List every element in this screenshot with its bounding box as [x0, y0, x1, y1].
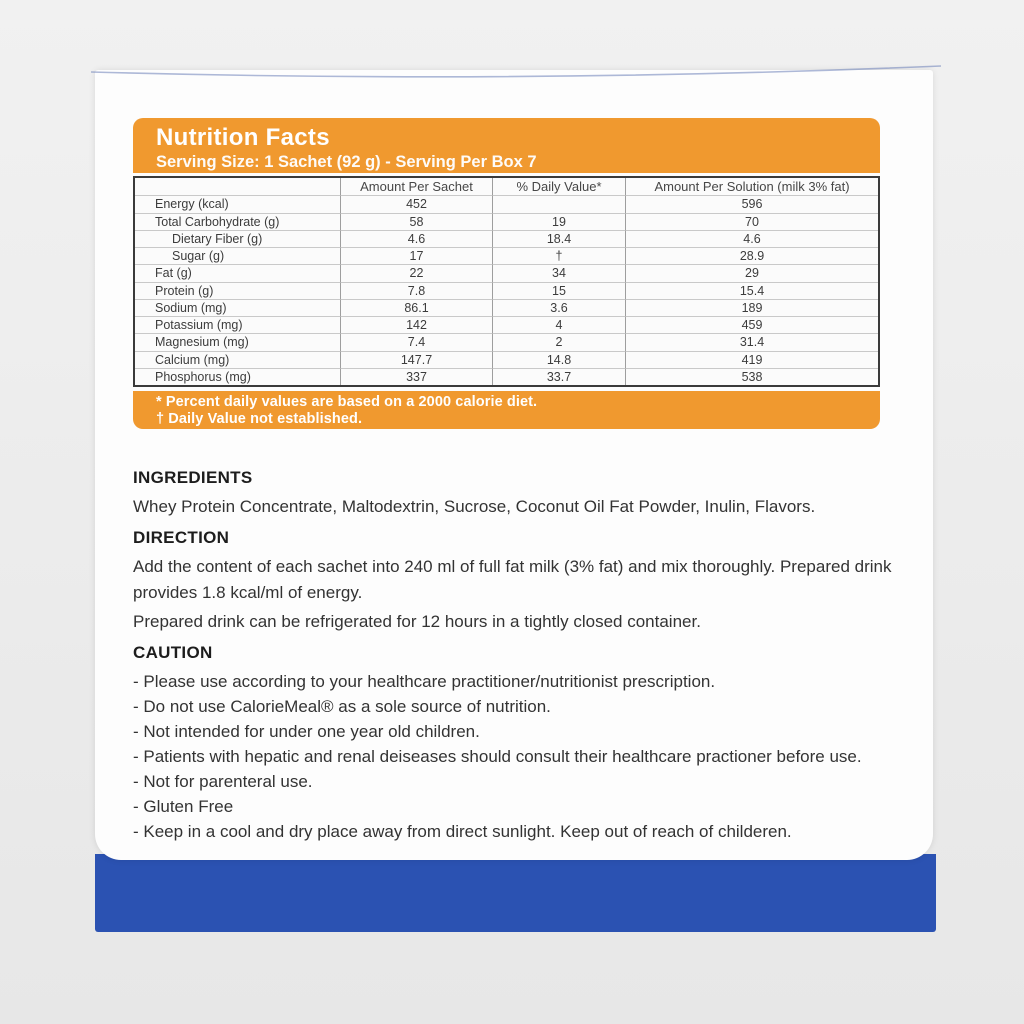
- product-box: [95, 70, 933, 860]
- value-per-sachet: 142: [340, 316, 492, 333]
- row-label: Phosphorus (mg): [135, 368, 340, 385]
- value-per-sachet: 4.6: [340, 230, 492, 247]
- row-label: Sodium (mg): [135, 299, 340, 316]
- row-label: Potassium (mg): [135, 316, 340, 333]
- caution-item: - Please use according to your healthcare practitioner/nutritionist prescription.: [133, 672, 716, 691]
- row-label: Calcium (mg): [135, 351, 340, 368]
- ingredients-heading: INGREDIENTS: [133, 468, 253, 487]
- caution-list: [133, 669, 911, 844]
- value-per-sachet: 7.4: [340, 333, 492, 350]
- footnote-asterisk: * Percent daily values are based on a 2000 calorie diet.: [156, 394, 538, 410]
- value-per-sachet: 17: [340, 247, 492, 264]
- value-per-solution: 70: [625, 213, 878, 230]
- value-daily-percent: 19: [492, 213, 625, 230]
- caution-item: - Gluten Free: [133, 797, 234, 816]
- value-per-sachet: 147.7: [340, 351, 492, 368]
- caution-item: - Not intended for under one year old children.: [133, 722, 480, 741]
- value-per-solution: 189: [625, 299, 878, 316]
- value-daily-percent: 18.4: [492, 230, 625, 247]
- value-per-solution: 31.4: [625, 333, 878, 350]
- row-label: Sugar (g): [135, 247, 340, 264]
- value-per-solution: 419: [625, 351, 878, 368]
- caution-heading: CAUTION: [133, 643, 213, 662]
- footnote-dagger: † Daily Value not established.: [156, 411, 363, 427]
- value-per-sachet: 452: [340, 195, 492, 212]
- direction-text-2: Prepared drink can be refrigerated for 12 hours in a tightly closed container.: [133, 612, 701, 631]
- value-daily-percent: 2: [492, 333, 625, 350]
- row-label: Total Carbohydrate (g): [135, 213, 340, 230]
- direction-heading: DIRECTION: [133, 528, 230, 547]
- value-daily-percent: 4: [492, 316, 625, 333]
- serving-size-line: Serving Size: 1 Sachet (92 g) - Serving Per Box 7: [156, 153, 537, 171]
- column-header: [135, 178, 340, 195]
- value-per-sachet: 7.8: [340, 282, 492, 299]
- value-per-solution: 4.6: [625, 230, 878, 247]
- caution-item: - Keep in a cool and dry place away from direct sunlight. Keep out of reach of childeren.: [133, 822, 792, 841]
- value-daily-percent: 34: [492, 264, 625, 281]
- value-daily-percent: 15: [492, 282, 625, 299]
- footnote-band: [133, 391, 880, 429]
- row-label: Protein (g): [135, 282, 340, 299]
- value-per-solution: 15.4: [625, 282, 878, 299]
- value-daily-percent: [492, 195, 625, 212]
- value-per-sachet: 58: [340, 213, 492, 230]
- box-top-edge-line: [87, 58, 945, 82]
- caution-item: - Not for parenteral use.: [133, 772, 313, 791]
- caution-item: - Do not use CalorieMeal® as a sole source of nutrition.: [133, 697, 551, 716]
- nutrition-panel-header: [133, 118, 880, 173]
- value-per-solution: 538: [625, 368, 878, 385]
- column-header: Amount Per Sachet: [340, 178, 492, 195]
- row-label: Energy (kcal): [135, 195, 340, 212]
- box-blue-band: [95, 854, 936, 932]
- value-daily-percent: 14.8: [492, 351, 625, 368]
- value-daily-percent: 33.7: [492, 368, 625, 385]
- value-daily-percent: †: [492, 247, 625, 264]
- column-header: % Daily Value*: [492, 178, 625, 195]
- value-daily-percent: 3.6: [492, 299, 625, 316]
- column-header: Amount Per Solution (milk 3% fat): [625, 178, 878, 195]
- caution-item: - Patients with hepatic and renal deiseases should consult their healthcare practioner before use.: [133, 747, 862, 766]
- row-label: Fat (g): [135, 264, 340, 281]
- value-per-sachet: 86.1: [340, 299, 492, 316]
- value-per-solution: 28.9: [625, 247, 878, 264]
- direction-text-1: Add the content of each sachet into 240 ml of full fat milk (3% fat) and mix thoroughly. Prepared drink provides 1.8 kcal/ml of energy.: [133, 557, 892, 602]
- value-per-solution: 29: [625, 264, 878, 281]
- ingredients-text: Whey Protein Concentrate, Maltodextrin, Sucrose, Coconut Oil Fat Powder, Inulin, Flavors.: [133, 497, 816, 516]
- nutrition-table: [133, 176, 880, 387]
- value-per-sachet: 337: [340, 368, 492, 385]
- value-per-solution: 459: [625, 316, 878, 333]
- value-per-solution: 596: [625, 195, 878, 212]
- row-label: Dietary Fiber (g): [135, 230, 340, 247]
- row-label: Magnesium (mg): [135, 333, 340, 350]
- nutrition-facts-title: Nutrition Facts: [156, 124, 330, 151]
- value-per-sachet: 22: [340, 264, 492, 281]
- info-sections: [133, 460, 911, 844]
